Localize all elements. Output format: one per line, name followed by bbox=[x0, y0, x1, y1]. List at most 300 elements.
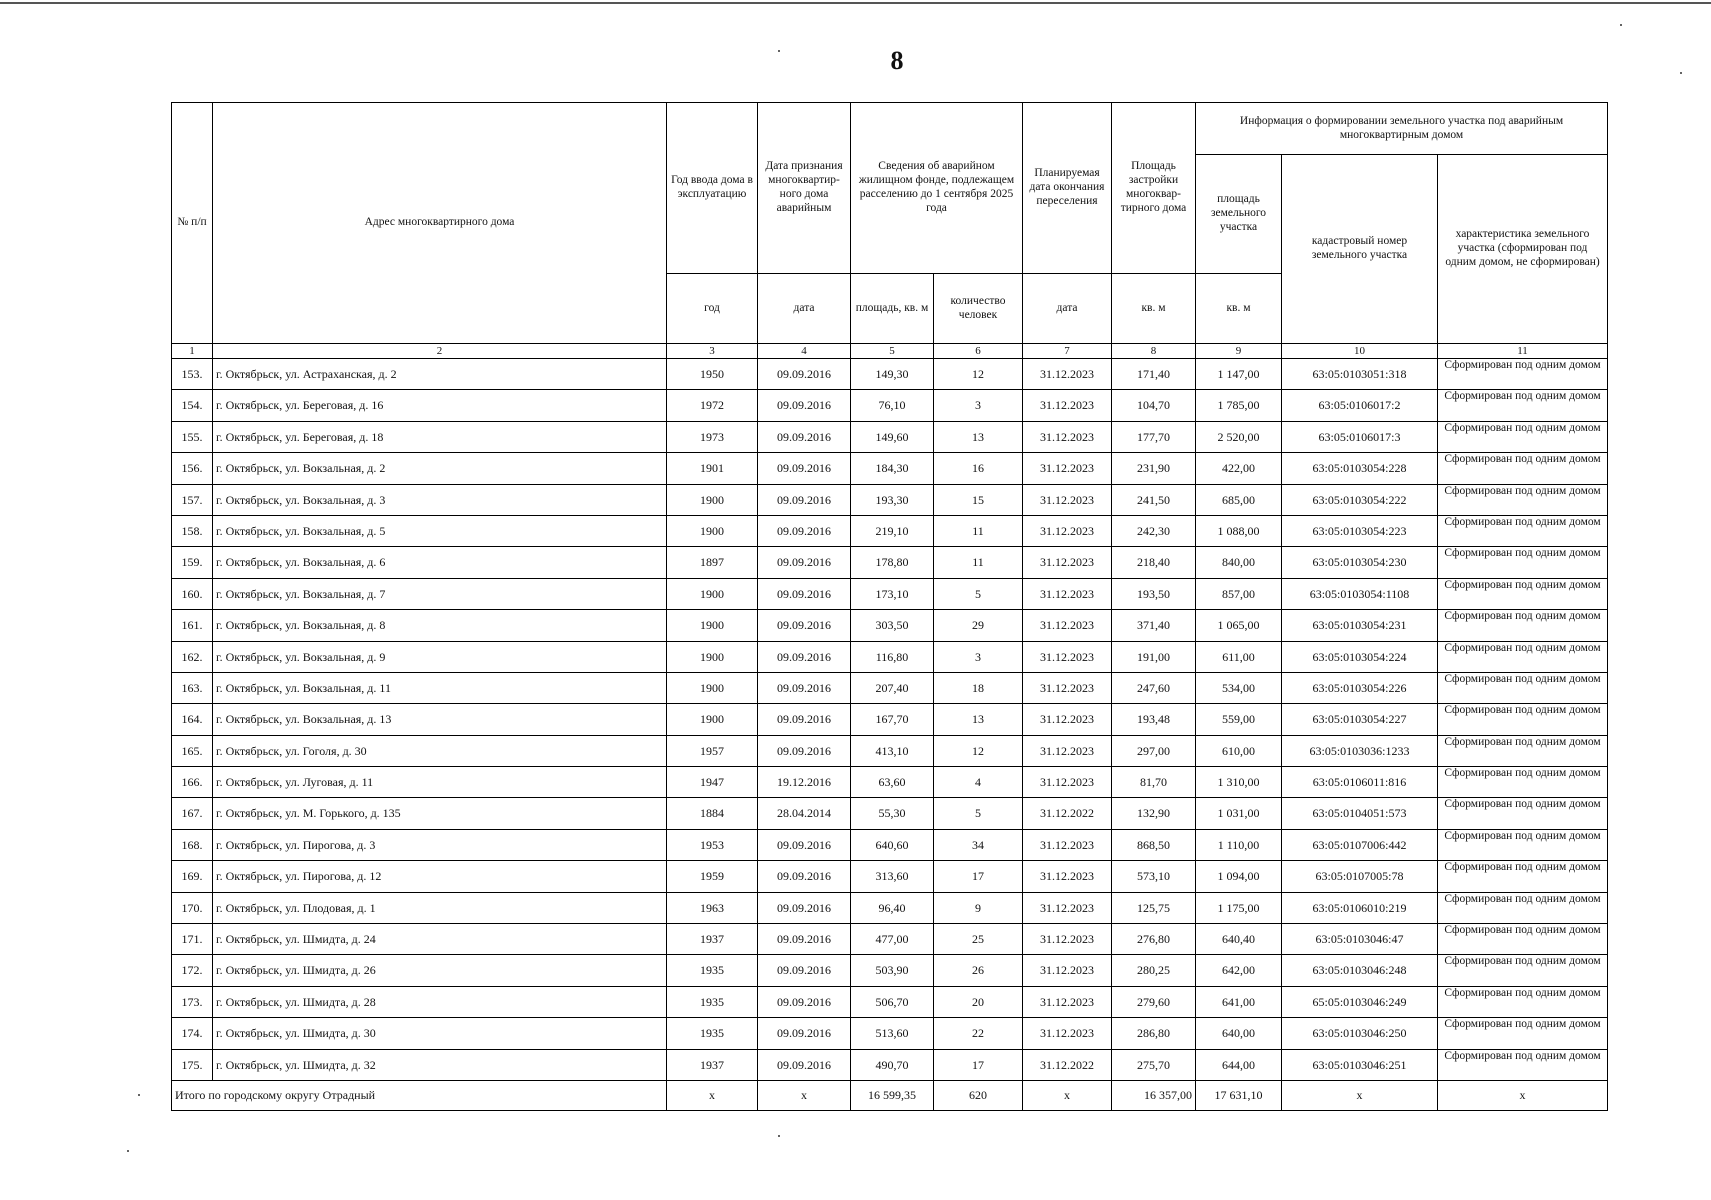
header-land-char: характеристика земельного участка (сформирован под одним домом, не сформирован) bbox=[1438, 155, 1608, 344]
row-number: 153. bbox=[172, 359, 213, 390]
row-land-char: Сформирован под одним домом bbox=[1438, 735, 1608, 766]
row-recognition-date: 09.09.2016 bbox=[758, 484, 851, 515]
row-land-area: 640,40 bbox=[1196, 924, 1282, 955]
row-planned-date: 31.12.2023 bbox=[1023, 672, 1112, 703]
row-building-area: 247,60 bbox=[1112, 672, 1196, 703]
row-building-area: 297,00 bbox=[1112, 735, 1196, 766]
row-recognition-date: 09.09.2016 bbox=[758, 515, 851, 546]
row-land-char: Сформирован под одним домом bbox=[1438, 390, 1608, 421]
row-land-area: 1 310,00 bbox=[1196, 767, 1282, 798]
row-land-area: 611,00 bbox=[1196, 641, 1282, 672]
table-row bbox=[172, 798, 1608, 829]
row-address: г. Октябрьск, ул. Шмидта, д. 28 bbox=[213, 986, 667, 1017]
row-land-char: Сформирован под одним домом bbox=[1438, 798, 1608, 829]
table-row bbox=[172, 610, 1608, 641]
row-year: 1900 bbox=[667, 672, 758, 703]
row-area: 116,80 bbox=[851, 641, 934, 672]
row-address: г. Октябрьск, ул. Луговая, д. 11 bbox=[213, 767, 667, 798]
row-cadastral: 63:05:0103054:227 bbox=[1282, 704, 1438, 735]
row-planned-date: 31.12.2023 bbox=[1023, 578, 1112, 609]
emergency-housing-table bbox=[171, 102, 1608, 1111]
row-address: г. Октябрьск, ул. Плодовая, д. 1 bbox=[213, 892, 667, 923]
row-people: 17 bbox=[934, 1049, 1023, 1080]
row-building-area: 81,70 bbox=[1112, 767, 1196, 798]
row-year: 1884 bbox=[667, 798, 758, 829]
row-land-char: Сформирован под одним домом bbox=[1438, 421, 1608, 452]
row-area: 63,60 bbox=[851, 767, 934, 798]
row-land-char: Сформирован под одним домом bbox=[1438, 484, 1608, 515]
table-row bbox=[172, 955, 1608, 986]
row-area: 184,30 bbox=[851, 453, 934, 484]
row-recognition-date: 09.09.2016 bbox=[758, 421, 851, 452]
row-number: 174. bbox=[172, 1018, 213, 1049]
column-number: 10 bbox=[1282, 344, 1438, 359]
row-area: 178,80 bbox=[851, 547, 934, 578]
row-year: 1935 bbox=[667, 955, 758, 986]
row-area: 413,10 bbox=[851, 735, 934, 766]
row-cadastral: 63:05:0107006:442 bbox=[1282, 829, 1438, 860]
row-year: 1947 bbox=[667, 767, 758, 798]
row-year: 1959 bbox=[667, 861, 758, 892]
row-cadastral: 63:05:0103046:250 bbox=[1282, 1018, 1438, 1049]
table-row bbox=[172, 641, 1608, 672]
row-area: 193,30 bbox=[851, 484, 934, 515]
row-planned-date: 31.12.2023 bbox=[1023, 735, 1112, 766]
row-building-area: 868,50 bbox=[1112, 829, 1196, 860]
row-recognition-date: 09.09.2016 bbox=[758, 547, 851, 578]
row-number: 172. bbox=[172, 955, 213, 986]
table-row bbox=[172, 1049, 1608, 1080]
column-number: 11 bbox=[1438, 344, 1608, 359]
row-number: 165. bbox=[172, 735, 213, 766]
row-planned-date: 31.12.2023 bbox=[1023, 547, 1112, 578]
row-land-area: 534,00 bbox=[1196, 672, 1282, 703]
row-land-char: Сформирован под одним домом bbox=[1438, 1049, 1608, 1080]
total-people: 620 bbox=[934, 1080, 1023, 1110]
unit-sqm-2: кв. м bbox=[1196, 274, 1282, 344]
row-area: 219,10 bbox=[851, 515, 934, 546]
row-cadastral: 63:05:0103054:230 bbox=[1282, 547, 1438, 578]
row-address: г. Октябрьск, ул. Вокзальная, д. 6 bbox=[213, 547, 667, 578]
row-land-area: 1 147,00 bbox=[1196, 359, 1282, 390]
row-year: 1937 bbox=[667, 924, 758, 955]
row-year: 1900 bbox=[667, 641, 758, 672]
row-land-area: 642,00 bbox=[1196, 955, 1282, 986]
scan-speck bbox=[778, 50, 780, 52]
total-cad: x bbox=[1282, 1080, 1438, 1110]
scan-speck bbox=[127, 1150, 129, 1152]
row-area: 207,40 bbox=[851, 672, 934, 703]
row-land-char: Сформирован под одним домом bbox=[1438, 986, 1608, 1017]
row-people: 12 bbox=[934, 359, 1023, 390]
row-number: 157. bbox=[172, 484, 213, 515]
table-row bbox=[172, 892, 1608, 923]
row-number: 158. bbox=[172, 515, 213, 546]
row-recognition-date: 09.09.2016 bbox=[758, 359, 851, 390]
row-address: г. Октябрьск, ул. Шмидта, д. 24 bbox=[213, 924, 667, 955]
header-num: № п/п bbox=[172, 103, 213, 344]
row-people: 5 bbox=[934, 578, 1023, 609]
row-cadastral: 63:05:0103054:228 bbox=[1282, 453, 1438, 484]
scan-speck bbox=[1680, 72, 1682, 74]
unit-area: площадь, кв. м bbox=[851, 274, 934, 344]
table-row bbox=[172, 1018, 1608, 1049]
row-cadastral: 65:05:0103046:249 bbox=[1282, 986, 1438, 1017]
row-land-area: 641,00 bbox=[1196, 986, 1282, 1017]
row-number: 154. bbox=[172, 390, 213, 421]
row-planned-date: 31.12.2022 bbox=[1023, 798, 1112, 829]
row-land-area: 857,00 bbox=[1196, 578, 1282, 609]
row-planned-date: 31.12.2023 bbox=[1023, 484, 1112, 515]
row-cadastral: 63:05:0106011:816 bbox=[1282, 767, 1438, 798]
row-land-char: Сформирован под одним домом bbox=[1438, 610, 1608, 641]
row-building-area: 177,70 bbox=[1112, 421, 1196, 452]
row-land-area: 422,00 bbox=[1196, 453, 1282, 484]
column-numbers-row bbox=[172, 344, 1608, 359]
row-address: г. Октябрьск, ул. Вокзальная, д. 9 bbox=[213, 641, 667, 672]
unit-people: количество человек bbox=[934, 274, 1023, 344]
row-year: 1900 bbox=[667, 704, 758, 735]
row-area: 313,60 bbox=[851, 861, 934, 892]
total-build: 16 357,00 bbox=[1112, 1080, 1196, 1110]
row-land-area: 1 175,00 bbox=[1196, 892, 1282, 923]
row-people: 9 bbox=[934, 892, 1023, 923]
row-building-area: 242,30 bbox=[1112, 515, 1196, 546]
row-area: 149,60 bbox=[851, 421, 934, 452]
column-number: 6 bbox=[934, 344, 1023, 359]
header-recognition-date: Дата признания многоквартир-ного дома аварийным bbox=[758, 103, 851, 274]
row-building-area: 193,50 bbox=[1112, 578, 1196, 609]
table-row bbox=[172, 672, 1608, 703]
row-people: 22 bbox=[934, 1018, 1023, 1049]
row-land-char: Сформирован под одним домом bbox=[1438, 924, 1608, 955]
row-area: 167,70 bbox=[851, 704, 934, 735]
row-cadastral: 63:05:0106017:3 bbox=[1282, 421, 1438, 452]
row-building-area: 275,70 bbox=[1112, 1049, 1196, 1080]
row-planned-date: 31.12.2023 bbox=[1023, 610, 1112, 641]
row-people: 17 bbox=[934, 861, 1023, 892]
row-land-char: Сформирован под одним домом bbox=[1438, 861, 1608, 892]
row-number: 156. bbox=[172, 453, 213, 484]
table-row bbox=[172, 390, 1608, 421]
row-address: г. Октябрьск, ул. Вокзальная, д. 13 bbox=[213, 704, 667, 735]
row-land-area: 640,00 bbox=[1196, 1018, 1282, 1049]
row-land-area: 644,00 bbox=[1196, 1049, 1282, 1080]
row-planned-date: 31.12.2023 bbox=[1023, 892, 1112, 923]
column-number: 4 bbox=[758, 344, 851, 359]
row-land-char: Сформирован под одним домом bbox=[1438, 359, 1608, 390]
header-land-area: площадь земельного участка bbox=[1196, 155, 1282, 274]
row-land-char: Сформирован под одним домом bbox=[1438, 515, 1608, 546]
total-char: x bbox=[1438, 1080, 1608, 1110]
row-building-area: 218,40 bbox=[1112, 547, 1196, 578]
header-address: Адрес многоквартирного дома bbox=[213, 103, 667, 344]
row-recognition-date: 09.09.2016 bbox=[758, 1049, 851, 1080]
row-year: 1937 bbox=[667, 1049, 758, 1080]
row-number: 171. bbox=[172, 924, 213, 955]
row-address: г. Октябрьск, ул. Гоголя, д. 30 bbox=[213, 735, 667, 766]
row-area: 506,70 bbox=[851, 986, 934, 1017]
table-row bbox=[172, 547, 1608, 578]
row-recognition-date: 09.09.2016 bbox=[758, 641, 851, 672]
row-building-area: 280,25 bbox=[1112, 955, 1196, 986]
row-address: г. Октябрьск, ул. Береговая, д. 16 bbox=[213, 390, 667, 421]
header-cadastral: кадастровый номер земельного участка bbox=[1282, 155, 1438, 344]
row-area: 173,10 bbox=[851, 578, 934, 609]
column-number: 2 bbox=[213, 344, 667, 359]
total-plan: x bbox=[1023, 1080, 1112, 1110]
row-people: 25 bbox=[934, 924, 1023, 955]
row-people: 13 bbox=[934, 421, 1023, 452]
row-planned-date: 31.12.2023 bbox=[1023, 829, 1112, 860]
row-land-area: 1 110,00 bbox=[1196, 829, 1282, 860]
row-number: 161. bbox=[172, 610, 213, 641]
row-recognition-date: 09.09.2016 bbox=[758, 672, 851, 703]
row-land-char: Сформирован под одним домом bbox=[1438, 641, 1608, 672]
row-recognition-date: 09.09.2016 bbox=[758, 578, 851, 609]
table-row bbox=[172, 735, 1608, 766]
row-people: 4 bbox=[934, 767, 1023, 798]
row-address: г. Октябрьск, ул. Шмидта, д. 32 bbox=[213, 1049, 667, 1080]
row-year: 1900 bbox=[667, 578, 758, 609]
total-row bbox=[172, 1080, 1608, 1110]
row-recognition-date: 09.09.2016 bbox=[758, 610, 851, 641]
row-land-area: 1 065,00 bbox=[1196, 610, 1282, 641]
row-planned-date: 31.12.2023 bbox=[1023, 986, 1112, 1017]
row-address: г. Октябрьск, ул. Шмидта, д. 26 bbox=[213, 955, 667, 986]
row-recognition-date: 19.12.2016 bbox=[758, 767, 851, 798]
total-date: x bbox=[758, 1080, 851, 1110]
row-address: г. Октябрьск, ул. Вокзальная, д. 3 bbox=[213, 484, 667, 515]
row-land-area: 840,00 bbox=[1196, 547, 1282, 578]
header-building-area: Площадь застройки многоквар-тирного дома bbox=[1112, 103, 1196, 274]
row-cadastral: 63:05:0103054:1108 bbox=[1282, 578, 1438, 609]
row-address: г. Октябрьск, ул. Вокзальная, д. 2 bbox=[213, 453, 667, 484]
table-row bbox=[172, 453, 1608, 484]
table-row bbox=[172, 924, 1608, 955]
row-area: 640,60 bbox=[851, 829, 934, 860]
row-planned-date: 31.12.2022 bbox=[1023, 1049, 1112, 1080]
table-row bbox=[172, 359, 1608, 390]
row-planned-date: 31.12.2023 bbox=[1023, 421, 1112, 452]
row-people: 26 bbox=[934, 955, 1023, 986]
scan-speck bbox=[138, 1094, 140, 1096]
row-recognition-date: 09.09.2016 bbox=[758, 390, 851, 421]
column-number: 7 bbox=[1023, 344, 1112, 359]
row-cadastral: 63:05:0103054:226 bbox=[1282, 672, 1438, 703]
row-land-char: Сформирован под одним домом bbox=[1438, 892, 1608, 923]
row-people: 5 bbox=[934, 798, 1023, 829]
row-people: 16 bbox=[934, 453, 1023, 484]
row-cadastral: 63:05:0106010:219 bbox=[1282, 892, 1438, 923]
row-recognition-date: 09.09.2016 bbox=[758, 1018, 851, 1049]
row-address: г. Октябрьск, ул. Вокзальная, д. 7 bbox=[213, 578, 667, 609]
unit-year: год bbox=[667, 274, 758, 344]
row-year: 1900 bbox=[667, 484, 758, 515]
row-area: 55,30 bbox=[851, 798, 934, 829]
row-land-area: 1 031,00 bbox=[1196, 798, 1282, 829]
row-planned-date: 31.12.2023 bbox=[1023, 390, 1112, 421]
row-planned-date: 31.12.2023 bbox=[1023, 924, 1112, 955]
row-year: 1900 bbox=[667, 515, 758, 546]
row-cadastral: 63:05:0107005:78 bbox=[1282, 861, 1438, 892]
header-planned-date: Планируемая дата окончания переселения bbox=[1023, 103, 1112, 274]
scan-edge bbox=[0, 2, 1711, 4]
row-cadastral: 63:05:0103036:1233 bbox=[1282, 735, 1438, 766]
row-planned-date: 31.12.2023 bbox=[1023, 1018, 1112, 1049]
row-land-char: Сформирован под одним домом bbox=[1438, 829, 1608, 860]
row-year: 1953 bbox=[667, 829, 758, 860]
row-cadastral: 63:05:0106017:2 bbox=[1282, 390, 1438, 421]
table-row bbox=[172, 829, 1608, 860]
column-number: 3 bbox=[667, 344, 758, 359]
row-year: 1901 bbox=[667, 453, 758, 484]
page-number: 8 bbox=[890, 46, 904, 75]
row-land-char: Сформирован под одним домом bbox=[1438, 672, 1608, 703]
row-planned-date: 31.12.2023 bbox=[1023, 767, 1112, 798]
row-cadastral: 63:05:0103054:224 bbox=[1282, 641, 1438, 672]
row-people: 29 bbox=[934, 610, 1023, 641]
row-land-char: Сформирован под одним домом bbox=[1438, 955, 1608, 986]
row-land-area: 1 094,00 bbox=[1196, 861, 1282, 892]
row-land-char: Сформирован под одним домом bbox=[1438, 1018, 1608, 1049]
column-number: 8 bbox=[1112, 344, 1196, 359]
row-year: 1897 bbox=[667, 547, 758, 578]
row-number: 155. bbox=[172, 421, 213, 452]
total-year: x bbox=[667, 1080, 758, 1110]
row-land-area: 610,00 bbox=[1196, 735, 1282, 766]
row-building-area: 573,10 bbox=[1112, 861, 1196, 892]
row-area: 76,10 bbox=[851, 390, 934, 421]
unit-date: дата bbox=[758, 274, 851, 344]
row-address: г. Октябрьск, ул. Пирогова, д. 3 bbox=[213, 829, 667, 860]
row-cadastral: 63:05:0103054:222 bbox=[1282, 484, 1438, 515]
unit-sqm: кв. м bbox=[1112, 274, 1196, 344]
row-recognition-date: 09.09.2016 bbox=[758, 924, 851, 955]
table-row bbox=[172, 704, 1608, 735]
total-label: Итого по городскому округу Отрадный bbox=[172, 1080, 667, 1110]
row-people: 15 bbox=[934, 484, 1023, 515]
row-building-area: 171,40 bbox=[1112, 359, 1196, 390]
scan-speck bbox=[1620, 24, 1622, 26]
row-number: 170. bbox=[172, 892, 213, 923]
row-number: 169. bbox=[172, 861, 213, 892]
column-number: 9 bbox=[1196, 344, 1282, 359]
column-number: 5 bbox=[851, 344, 934, 359]
row-recognition-date: 09.09.2016 bbox=[758, 861, 851, 892]
scan-speck bbox=[778, 1135, 780, 1137]
row-land-area: 559,00 bbox=[1196, 704, 1282, 735]
row-address: г. Октябрьск, ул. Пирогова, д. 12 bbox=[213, 861, 667, 892]
row-number: 173. bbox=[172, 986, 213, 1017]
row-recognition-date: 09.09.2016 bbox=[758, 704, 851, 735]
row-cadastral: 63:05:0103054:223 bbox=[1282, 515, 1438, 546]
total-area: 16 599,35 bbox=[851, 1080, 934, 1110]
row-address: г. Октябрьск, ул. Вокзальная, д. 11 bbox=[213, 672, 667, 703]
row-year: 1963 bbox=[667, 892, 758, 923]
row-people: 12 bbox=[934, 735, 1023, 766]
row-building-area: 231,90 bbox=[1112, 453, 1196, 484]
row-land-char: Сформирован под одним домом bbox=[1438, 767, 1608, 798]
row-area: 503,90 bbox=[851, 955, 934, 986]
row-land-char: Сформирован под одним домом bbox=[1438, 578, 1608, 609]
row-area: 303,50 bbox=[851, 610, 934, 641]
row-land-char: Сформирован под одним домом bbox=[1438, 704, 1608, 735]
row-cadastral: 63:05:0103046:248 bbox=[1282, 955, 1438, 986]
row-building-area: 241,50 bbox=[1112, 484, 1196, 515]
row-building-area: 276,80 bbox=[1112, 924, 1196, 955]
row-number: 160. bbox=[172, 578, 213, 609]
row-cadastral: 63:05:0103046:251 bbox=[1282, 1049, 1438, 1080]
column-number: 1 bbox=[172, 344, 213, 359]
row-year: 1935 bbox=[667, 986, 758, 1017]
row-address: г. Октябрьск, ул. Шмидта, д. 30 bbox=[213, 1018, 667, 1049]
row-planned-date: 31.12.2023 bbox=[1023, 861, 1112, 892]
row-land-area: 685,00 bbox=[1196, 484, 1282, 515]
header-emergency-info: Сведения об аварийном жилищном фонде, подлежащем расселению до 1 сентября 2025 года bbox=[851, 103, 1023, 274]
row-land-area: 2 520,00 bbox=[1196, 421, 1282, 452]
row-building-area: 104,70 bbox=[1112, 390, 1196, 421]
row-people: 3 bbox=[934, 641, 1023, 672]
row-area: 513,60 bbox=[851, 1018, 934, 1049]
row-area: 149,30 bbox=[851, 359, 934, 390]
row-number: 163. bbox=[172, 672, 213, 703]
row-people: 34 bbox=[934, 829, 1023, 860]
table-row bbox=[172, 578, 1608, 609]
row-cadastral: 63:05:0103046:47 bbox=[1282, 924, 1438, 955]
row-building-area: 193,48 bbox=[1112, 704, 1196, 735]
header-year: Год ввода дома в эксплуатацию bbox=[667, 103, 758, 274]
row-number: 162. bbox=[172, 641, 213, 672]
row-planned-date: 31.12.2023 bbox=[1023, 453, 1112, 484]
unit-date-2: дата bbox=[1023, 274, 1112, 344]
row-people: 18 bbox=[934, 672, 1023, 703]
row-people: 20 bbox=[934, 986, 1023, 1017]
row-people: 11 bbox=[934, 547, 1023, 578]
table-row bbox=[172, 986, 1608, 1017]
row-people: 3 bbox=[934, 390, 1023, 421]
row-number: 166. bbox=[172, 767, 213, 798]
row-year: 1935 bbox=[667, 1018, 758, 1049]
row-recognition-date: 09.09.2016 bbox=[758, 453, 851, 484]
table-row bbox=[172, 421, 1608, 452]
row-area: 477,00 bbox=[851, 924, 934, 955]
row-recognition-date: 09.09.2016 bbox=[758, 735, 851, 766]
row-planned-date: 31.12.2023 bbox=[1023, 704, 1112, 735]
row-area: 490,70 bbox=[851, 1049, 934, 1080]
row-number: 175. bbox=[172, 1049, 213, 1080]
row-year: 1973 bbox=[667, 421, 758, 452]
row-recognition-date: 09.09.2016 bbox=[758, 829, 851, 860]
total-land: 17 631,10 bbox=[1196, 1080, 1282, 1110]
row-cadastral: 63:05:0103054:231 bbox=[1282, 610, 1438, 641]
row-building-area: 125,75 bbox=[1112, 892, 1196, 923]
row-area: 96,40 bbox=[851, 892, 934, 923]
row-people: 13 bbox=[934, 704, 1023, 735]
row-recognition-date: 09.09.2016 bbox=[758, 892, 851, 923]
row-land-area: 1 088,00 bbox=[1196, 515, 1282, 546]
row-year: 1957 bbox=[667, 735, 758, 766]
row-planned-date: 31.12.2023 bbox=[1023, 359, 1112, 390]
row-address: г. Октябрьск, ул. Астраханская, д. 2 bbox=[213, 359, 667, 390]
row-recognition-date: 09.09.2016 bbox=[758, 955, 851, 986]
row-year: 1950 bbox=[667, 359, 758, 390]
row-recognition-date: 09.09.2016 bbox=[758, 986, 851, 1017]
table-row bbox=[172, 861, 1608, 892]
row-land-char: Сформирован под одним домом bbox=[1438, 453, 1608, 484]
row-land-area: 1 785,00 bbox=[1196, 390, 1282, 421]
row-number: 164. bbox=[172, 704, 213, 735]
